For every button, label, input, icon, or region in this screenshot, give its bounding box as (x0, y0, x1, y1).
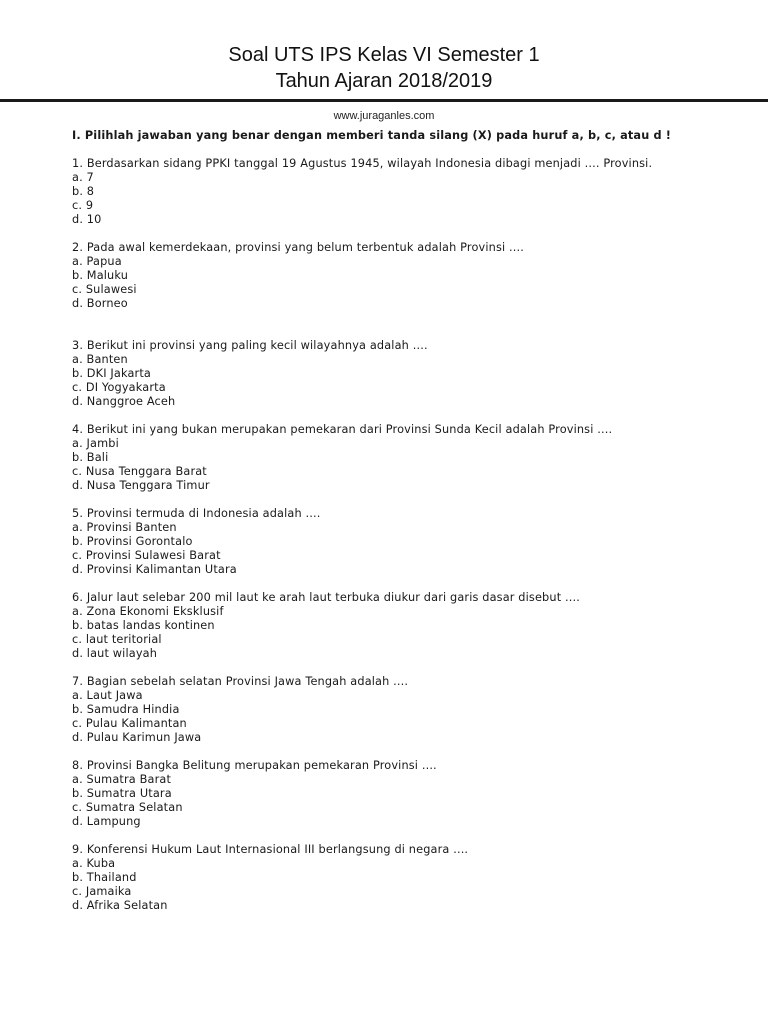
option-c: c. Sulawesi (72, 283, 137, 296)
question-sheet (72, 129, 712, 913)
header-divider (0, 99, 768, 102)
option-d: d. Afrika Selatan (72, 899, 168, 912)
option-d: d. Borneo (72, 297, 128, 310)
option-a: a. Laut Jawa (72, 689, 143, 702)
option-d: d. 10 (72, 213, 102, 226)
option-a: a. 7 (72, 171, 94, 184)
option-c: c. Provinsi Sulawesi Barat (72, 549, 221, 562)
option-b: b. 8 (72, 185, 95, 198)
document-title: Soal UTS IPS Kelas VI Semester 1 (228, 44, 540, 66)
question-text: 5. Provinsi termuda di Indonesia adalah .... (72, 507, 321, 520)
option-b: b. Samudra Hindia (72, 703, 180, 716)
question-1 (72, 157, 712, 227)
option-c: c. Nusa Tenggara Barat (72, 465, 207, 478)
question-text: 9. Konferensi Hukum Laut Internasional III berlangsung di negara .... (72, 843, 469, 856)
option-a: a. Papua (72, 255, 122, 268)
option-c: c. laut teritorial (72, 633, 162, 646)
question-7 (72, 675, 712, 745)
question-9 (72, 843, 712, 913)
option-a: a. Kuba (72, 857, 116, 870)
option-c: c. 9 (72, 199, 94, 212)
option-a: a. Provinsi Banten (72, 521, 177, 534)
option-d: d. Provinsi Kalimantan Utara (72, 563, 237, 576)
option-d: d. Lampung (72, 815, 141, 828)
option-b: b. Bali (72, 451, 109, 464)
option-c: c. Sumatra Selatan (72, 801, 183, 814)
option-a: a. Banten (72, 353, 128, 366)
question-text: 4. Berikut ini yang bukan merupakan pemekaran dari Provinsi Sunda Kecil adalah Provinsi .... (72, 423, 613, 436)
option-c: c. Jamaika (72, 885, 132, 898)
question-5 (72, 507, 712, 577)
question-2 (72, 241, 712, 311)
option-d: d. laut wilayah (72, 647, 158, 660)
option-b: b. Maluku (72, 269, 129, 282)
document-header (0, 42, 768, 94)
question-8 (72, 759, 712, 829)
option-d: d. Pulau Karimun Jawa (72, 731, 202, 744)
option-a: a. Sumatra Barat (72, 773, 172, 786)
option-d: d. Nusa Tenggara Timur (72, 479, 210, 492)
option-b: b. Sumatra Utara (72, 787, 172, 800)
question-text: 7. Bagian sebelah selatan Provinsi Jawa Tengah adalah .... (72, 675, 409, 688)
option-b: b. DKI Jakarta (72, 367, 151, 380)
option-d: d. Nanggroe Aceh (72, 395, 176, 408)
question-text: 3. Berikut ini provinsi yang paling kecil wilayahnya adalah .... (72, 339, 428, 352)
option-a: a. Jambi (72, 437, 119, 450)
website-label: www.juraganles.com (333, 110, 435, 122)
question-6 (72, 591, 712, 661)
question-text: 2. Pada awal kemerdekaan, provinsi yang belum terbentuk adalah Provinsi .... (72, 241, 524, 254)
option-b: b. batas landas kontinen (72, 619, 215, 632)
option-c: c. Pulau Kalimantan (72, 717, 187, 730)
document-subtitle: Tahun Ajaran 2018/2019 (275, 70, 493, 92)
instruction-text: I. Pilihlah jawaban yang benar dengan memberi tanda silang (X) pada huruf a, b, c, atau d ! (72, 129, 672, 142)
question-text: 1. Berdasarkan sidang PPKI tanggal 19 Agustus 1945, wilayah Indonesia dibagi menjadi .... Provinsi. (72, 157, 653, 170)
question-3 (72, 339, 712, 409)
option-b: b. Provinsi Gorontalo (72, 535, 193, 548)
question-text: 8. Provinsi Bangka Belitung merupakan pemekaran Provinsi .... (72, 759, 437, 772)
option-c: c. DI Yogyakarta (72, 381, 166, 394)
option-a: a. Zona Ekonomi Eksklusif (72, 605, 224, 618)
question-text: 6. Jalur laut selebar 200 mil laut ke arah laut terbuka diukur dari garis dasar disebut .... (72, 591, 580, 604)
option-b: b. Thailand (72, 871, 137, 884)
question-4 (72, 423, 712, 493)
